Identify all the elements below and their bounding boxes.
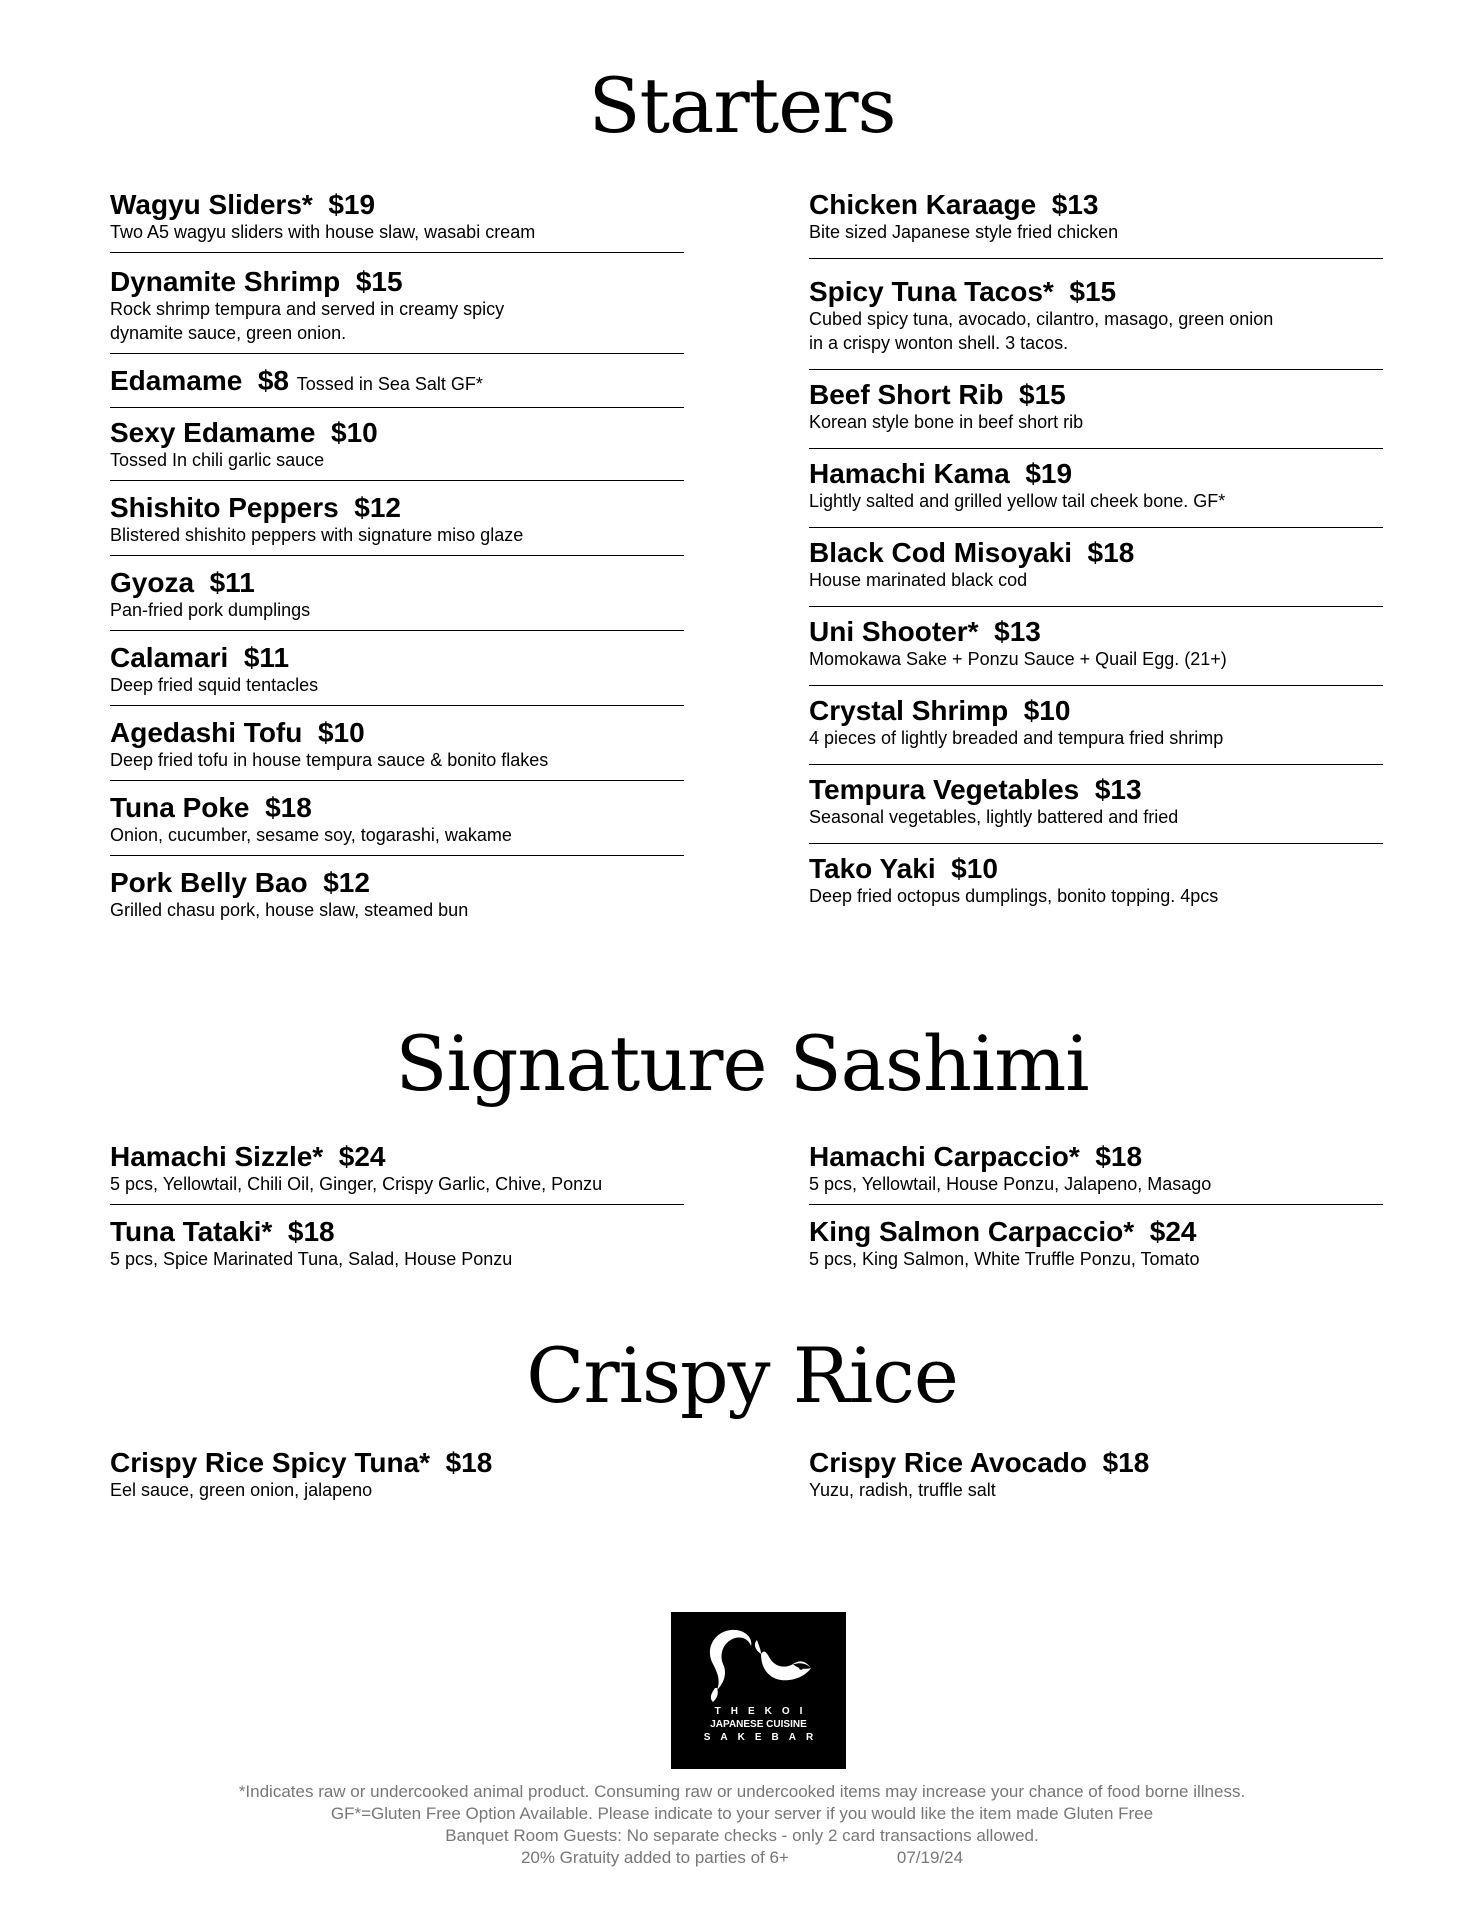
menu-item xyxy=(110,631,684,706)
menu-date: 07/19/24 xyxy=(896,1848,964,1867)
menu-item-name: King Salmon Carpaccio* xyxy=(809,1216,1135,1247)
menu-item-heading xyxy=(809,854,1383,884)
menu-item-description: Deep fried tofu in house tempura sauce & bonito flakes xyxy=(110,750,549,770)
menu-item-heading xyxy=(809,1217,1383,1247)
menu-item-price: $12 xyxy=(354,492,401,523)
menu-item-description: Rock shrimp tempura and served in creamy spicy dynamite sauce, green onion. xyxy=(110,299,505,343)
menu-item xyxy=(110,253,684,354)
menu-item-price: $10 xyxy=(1023,695,1071,726)
footer-gluten-free-note: GF*=Gluten Free Option Available. Please indicate to your server if you would like the item made Gluten Free xyxy=(330,1804,1154,1823)
menu-item-name: Black Cod Misoyaki xyxy=(809,537,1072,568)
menu-item-name: Shishito Peppers xyxy=(110,492,339,523)
menu-item xyxy=(809,607,1383,686)
menu-item-heading xyxy=(809,538,1383,568)
menu-item-description: Seasonal vegetables, lightly battered and fried xyxy=(809,807,1179,827)
menu-item-heading xyxy=(110,267,684,297)
menu-item-name: Crystal Shrimp xyxy=(809,695,1009,726)
menu-item-name: Sexy Edamame xyxy=(110,417,316,448)
menu-item xyxy=(809,449,1383,528)
menu-item-description: Korean style bone in beef short rib xyxy=(809,412,1084,432)
menu-item-description: Onion, cucumber, sesame soy, togarashi, wakame xyxy=(110,825,512,845)
menu-item-heading xyxy=(110,493,684,523)
menu-item-description: Momokawa Sake + Ponzu Sauce + Quail Egg. (21+) xyxy=(809,649,1227,669)
menu-item-name: Wagyu Sliders* xyxy=(110,189,313,220)
menu-item-name: Uni Shooter* xyxy=(809,616,979,647)
menu-item xyxy=(110,556,684,631)
menu-item-price: $24 xyxy=(1149,1216,1197,1247)
menu-item-price: $10 xyxy=(317,717,365,748)
menu-item-description: Tossed In chili garlic sauce xyxy=(110,450,325,470)
menu-item-price: $18 xyxy=(1087,537,1135,568)
menu-item-name: Spicy Tuna Tacos* xyxy=(809,276,1054,307)
menu-item-price: $15 xyxy=(1019,379,1066,410)
menu-item-description: 5 pcs, Yellowtail, House Ponzu, Jalapeno, Masago xyxy=(809,1174,1212,1194)
menu-item-name: Pork Belly Bao xyxy=(110,867,308,898)
menu-item-heading xyxy=(110,793,684,823)
menu-item-description: Deep fried octopus dumplings, bonito topping. 4pcs xyxy=(809,886,1219,906)
menu-item xyxy=(110,354,684,408)
menu-item-heading xyxy=(809,696,1383,726)
menu-item xyxy=(809,1205,1383,1279)
menu-item-description: 5 pcs, Spice Marinated Tuna, Salad, House Ponzu xyxy=(110,1249,513,1269)
menu-item-description: Blistered shishito peppers with signature miso glaze xyxy=(110,525,524,545)
menu-item-heading xyxy=(809,380,1383,410)
menu-item-price: $19 xyxy=(328,189,376,220)
menu-item-name: Gyoza xyxy=(110,567,195,598)
menu-item xyxy=(110,408,684,481)
menu-item-price: $15 xyxy=(1069,276,1117,307)
menu-item-description: Bite sized Japanese style fried chicken xyxy=(809,222,1119,242)
menu-item-price: $15 xyxy=(355,266,403,297)
menu-item-price: $18 xyxy=(1095,1141,1143,1172)
menu-item-heading xyxy=(110,1142,684,1172)
starters-right-column xyxy=(809,190,1383,922)
menu-item-price: $11 xyxy=(209,567,255,598)
menu-item-description: Yuzu, radish, truffle salt xyxy=(809,1480,996,1500)
menu-item-name: Hamachi Kama xyxy=(809,458,1010,489)
menu-item-name: Tako Yaki xyxy=(809,853,936,884)
menu-item-description: Lightly salted and grilled yellow tail cheek bone. GF* xyxy=(809,491,1226,511)
menu-item xyxy=(110,481,684,556)
menu-item-price: $19 xyxy=(1025,458,1073,489)
menu-item xyxy=(110,1448,684,1502)
menu-item-heading xyxy=(110,718,684,748)
menu-item-heading xyxy=(110,868,684,898)
menu-item-price: $24 xyxy=(338,1141,386,1172)
menu-item-heading xyxy=(809,1448,1383,1478)
menu-item xyxy=(809,190,1383,259)
menu-item-description: Pan-fried pork dumplings xyxy=(110,600,311,620)
menu-item-description: 5 pcs, Yellowtail, Chili Oil, Ginger, Crispy Garlic, Chive, Ponzu xyxy=(110,1174,603,1194)
menu-item-name: Crispy Rice Avocado xyxy=(809,1447,1088,1478)
menu-item xyxy=(809,686,1383,765)
menu-item-heading xyxy=(110,366,684,399)
menu-item-heading xyxy=(110,568,684,598)
menu-item-heading xyxy=(809,277,1383,307)
footer-gratuity-note: 20% Gratuity added to parties of 6+ xyxy=(520,1848,789,1867)
menu-item-price: $11 xyxy=(243,642,290,673)
menu-item-heading xyxy=(809,190,1383,220)
menu-item-heading xyxy=(110,190,684,220)
menu-item-name: Tuna Tataki* xyxy=(110,1216,273,1247)
menu-item xyxy=(110,706,684,781)
menu-item xyxy=(110,856,684,930)
menu-item xyxy=(809,1448,1383,1502)
menu-item xyxy=(110,1205,684,1279)
menu-item-price: $13 xyxy=(1094,774,1142,805)
crispy-rice-title: Crispy Rice xyxy=(526,1331,958,1420)
menu-item-name: Beef Short Rib xyxy=(809,379,1004,410)
menu-item-price: $10 xyxy=(951,853,998,884)
crispy-rice-left-column xyxy=(110,1448,684,1502)
logo-line-2: JAPANESE CUISINE xyxy=(710,1719,807,1730)
menu-item-price: $12 xyxy=(323,867,370,898)
menu-item xyxy=(110,781,684,856)
sashimi-left-column xyxy=(110,1142,684,1279)
menu-item-price: $13 xyxy=(1051,189,1099,220)
menu-item-description: House marinated black cod xyxy=(809,570,1028,590)
menu-item-heading xyxy=(110,1448,684,1478)
menu-item-name: Calamari xyxy=(110,642,229,673)
logo-line-3: SAKEBAR xyxy=(703,1732,824,1743)
menu-item-price: $18 xyxy=(1102,1447,1150,1478)
sashimi-title: Signature Sashimi xyxy=(395,1019,1089,1108)
menu-item-description: Cubed spicy tuna, avocado, cilantro, masago, green onion in a crispy wonton shell. 3 tacos. xyxy=(809,309,1274,353)
koi-fish-icon xyxy=(691,1624,826,1704)
sashimi-right-column xyxy=(809,1142,1383,1279)
menu-item-description: Grilled chasu pork, house slaw, steamed bun xyxy=(110,900,469,920)
footer-banquet-note: Banquet Room Guests: No separate checks - only 2 card transactions allowed. xyxy=(445,1826,1039,1845)
menu-item-description: 4 pieces of lightly breaded and tempura fried shrimp xyxy=(809,728,1224,748)
menu-item-heading xyxy=(110,1217,684,1247)
menu-item-name: Chicken Karaage xyxy=(809,189,1037,220)
menu-item-price: $18 xyxy=(265,792,312,823)
menu-item xyxy=(110,190,684,253)
menu-item-name: Dynamite Shrimp xyxy=(110,266,341,297)
starters-left-column xyxy=(110,190,684,930)
menu-item-name: Tempura Vegetables xyxy=(809,774,1080,805)
menu-item-name: Hamachi Sizzle* xyxy=(110,1141,324,1172)
menu-item xyxy=(809,528,1383,607)
menu-item-price: $18 xyxy=(445,1447,493,1478)
menu-item-heading xyxy=(809,775,1383,805)
logo-line-1: THEKOI xyxy=(714,1706,813,1717)
menu-item-description: 5 pcs, King Salmon, White Truffle Ponzu, Tomato xyxy=(809,1249,1200,1269)
menu-item-price: $13 xyxy=(994,616,1041,647)
menu-item-description: Two A5 wagyu sliders with house slaw, wasabi cream xyxy=(110,222,536,242)
menu-item-description: Tossed in Sea Salt GF* xyxy=(296,374,483,394)
menu-item-heading xyxy=(110,418,684,448)
menu-item-name: Tuna Poke xyxy=(110,792,250,823)
menu-item-name: Agedashi Tofu xyxy=(110,717,303,748)
crispy-rice-right-column xyxy=(809,1448,1383,1502)
menu-item xyxy=(809,259,1383,370)
menu-item-description: Deep fried squid tentacles xyxy=(110,675,319,695)
menu-item-name: Edamame xyxy=(110,365,243,396)
menu-item-price: $10 xyxy=(331,417,378,448)
menu-item xyxy=(809,765,1383,844)
starters-title: Starters xyxy=(588,61,896,150)
menu-item xyxy=(809,370,1383,449)
menu-item-heading xyxy=(110,643,684,673)
footer-raw-warning: *Indicates raw or undercooked animal product. Consuming raw or undercooked items may increase your chance of food borne illness. xyxy=(238,1782,1246,1801)
menu-item-heading xyxy=(809,617,1383,647)
footer-gratuity-line xyxy=(0,1847,1484,1869)
menu-item-name: Hamachi Carpaccio* xyxy=(809,1141,1080,1172)
menu-item-description: Eel sauce, green onion, jalapeno xyxy=(110,1480,373,1500)
menu-item-heading xyxy=(809,1142,1383,1172)
footer-notes xyxy=(0,1781,1484,1869)
menu-item xyxy=(110,1142,684,1205)
menu-item xyxy=(809,844,1383,922)
menu-item xyxy=(809,1142,1383,1205)
menu-item-price: $18 xyxy=(287,1216,335,1247)
menu-item-name: Crispy Rice Spicy Tuna* xyxy=(110,1447,431,1478)
menu-item-heading xyxy=(809,459,1383,489)
restaurant-logo xyxy=(671,1612,846,1769)
menu-item-price: $8 xyxy=(257,365,290,396)
